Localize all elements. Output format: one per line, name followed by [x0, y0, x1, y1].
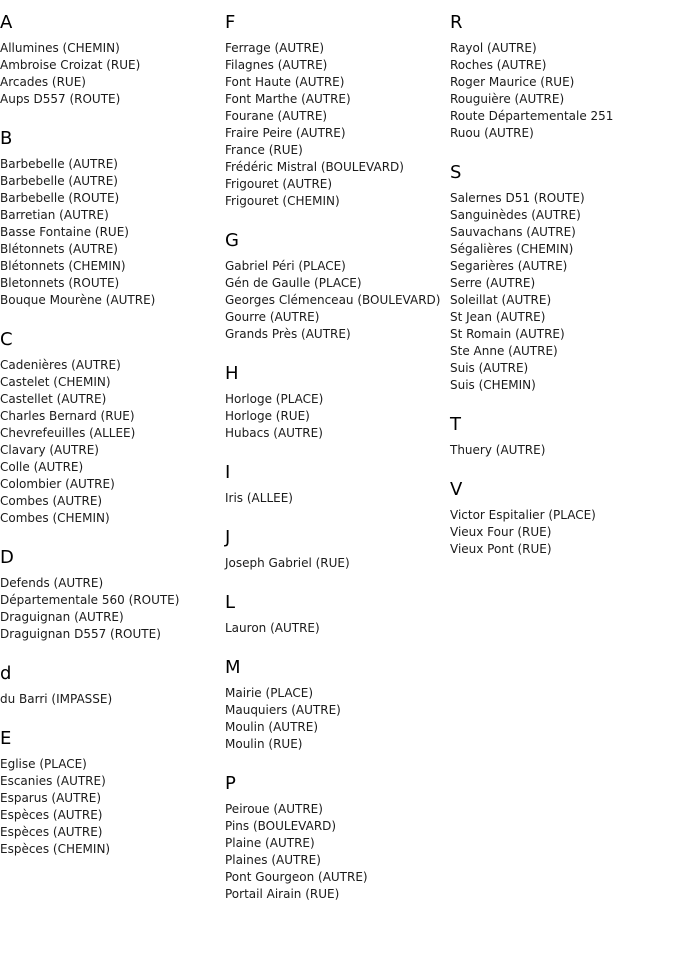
street-list	[225, 391, 450, 442]
street-link[interactable]: Arcades (RUE)	[0, 75, 86, 89]
street-link[interactable]: Frigouret (CHEMIN)	[225, 194, 340, 208]
street-link[interactable]: Pont Gourgeon (AUTRE)	[225, 870, 368, 884]
street-link[interactable]: Victor Espitalier (PLACE)	[450, 508, 596, 522]
street-link[interactable]: Lauron (AUTRE)	[225, 621, 320, 635]
street-link[interactable]: Blétonnets (CHEMIN)	[0, 259, 126, 273]
street-link[interactable]: Grands Près (AUTRE)	[225, 327, 351, 341]
street-link[interactable]: Cadenières (AUTRE)	[0, 358, 121, 372]
letter-heading: F	[225, 12, 236, 33]
street-list	[225, 685, 450, 753]
letter-heading: R	[450, 12, 463, 33]
street-link[interactable]: Soleillat (AUTRE)	[450, 293, 552, 307]
letter-group	[225, 12, 450, 210]
street-list	[0, 156, 225, 309]
street-link[interactable]: Gén de Gaulle (PLACE)	[225, 276, 362, 290]
street-link[interactable]: Fraire Peire (AUTRE)	[225, 126, 346, 140]
street-list	[450, 442, 675, 459]
letter-group	[0, 329, 225, 527]
street-link[interactable]: Plaine (AUTRE)	[225, 836, 315, 850]
letter-heading: C	[0, 329, 13, 350]
street-list	[0, 756, 225, 858]
street-link[interactable]: Chevrefeuilles (ALLEE)	[0, 426, 136, 440]
letter-heading: T	[450, 414, 461, 435]
street-link[interactable]: Allumines (CHEMIN)	[0, 41, 120, 55]
street-link[interactable]: Barretian (AUTRE)	[0, 208, 109, 222]
letter-group	[225, 230, 450, 343]
street-link[interactable]: Ruou (AUTRE)	[450, 126, 534, 140]
street-link[interactable]: Font Marthe (AUTRE)	[225, 92, 351, 106]
street-link[interactable]: Thuery (AUTRE)	[450, 443, 546, 457]
letter-group	[225, 773, 450, 903]
letter-heading: D	[0, 547, 14, 568]
street-link[interactable]: Sanguinèdes (AUTRE)	[450, 208, 581, 222]
letter-group	[225, 462, 450, 507]
street-link[interactable]: Draguignan D557 (ROUTE)	[0, 627, 161, 641]
street-link[interactable]: Escanies (AUTRE)	[0, 774, 106, 788]
street-link[interactable]: Départementale 560 (ROUTE)	[0, 593, 180, 607]
letter-heading: H	[225, 363, 239, 384]
street-link[interactable]: Barbebelle (ROUTE)	[0, 191, 120, 205]
street-link[interactable]: Georges Clémenceau (BOULEVARD)	[225, 293, 441, 307]
street-link[interactable]: Plaines (AUTRE)	[225, 853, 321, 867]
street-list	[225, 258, 450, 343]
street-link[interactable]: Suis (CHEMIN)	[450, 378, 536, 392]
street-link[interactable]: Espèces (CHEMIN)	[0, 842, 111, 856]
letter-heading: V	[450, 479, 463, 500]
street-link[interactable]: Blétonnets (AUTRE)	[0, 242, 118, 256]
street-link[interactable]: Castellet (AUTRE)	[0, 392, 107, 406]
street-link[interactable]: Frédéric Mistral (BOULEVARD)	[225, 160, 404, 174]
street-link[interactable]: Colombier (AUTRE)	[0, 477, 115, 491]
street-link[interactable]: Mairie (PLACE)	[225, 686, 314, 700]
letter-heading: G	[225, 230, 239, 251]
index-column	[450, 12, 675, 558]
letter-heading: B	[0, 128, 13, 149]
street-link[interactable]: Vieux Four (RUE)	[450, 525, 552, 539]
letter-heading: E	[0, 728, 12, 749]
letter-group	[225, 363, 450, 442]
street-list	[225, 40, 450, 210]
street-link[interactable]: Aups D557 (ROUTE)	[0, 92, 121, 106]
street-link[interactable]: Fourane (AUTRE)	[225, 109, 328, 123]
street-link[interactable]: Mauquiers (AUTRE)	[225, 703, 341, 717]
letter-group	[450, 162, 675, 394]
street-link[interactable]: Espèces (AUTRE)	[0, 825, 103, 839]
letter-group	[0, 728, 225, 858]
street-link[interactable]: Espèces (AUTRE)	[0, 808, 103, 822]
street-link[interactable]: Horloge (PLACE)	[225, 392, 324, 406]
street-list	[225, 801, 450, 903]
street-list	[0, 357, 225, 527]
street-link[interactable]: Route Départementale 251	[450, 109, 614, 123]
letter-heading: S	[450, 162, 462, 183]
street-list	[450, 40, 675, 142]
street-link[interactable]: St Jean (AUTRE)	[450, 310, 546, 324]
street-list	[0, 575, 225, 643]
street-list	[0, 40, 225, 108]
index-column	[225, 12, 450, 903]
street-link[interactable]: Sauvachans (AUTRE)	[450, 225, 576, 239]
street-list	[450, 507, 675, 558]
letter-group	[225, 657, 450, 753]
street-link[interactable]: Vieux Pont (RUE)	[450, 542, 552, 556]
street-link[interactable]: Peiroue (AUTRE)	[225, 802, 323, 816]
street-list	[450, 190, 675, 394]
street-link[interactable]: Moulin (AUTRE)	[225, 720, 318, 734]
street-link[interactable]: Joseph Gabriel (RUE)	[225, 556, 350, 570]
street-link[interactable]: Draguignan (AUTRE)	[0, 610, 124, 624]
street-link[interactable]: Bouque Mourène (AUTRE)	[0, 293, 156, 307]
street-link[interactable]: Iris (ALLEE)	[225, 491, 293, 505]
street-link[interactable]: Roger Maurice (RUE)	[450, 75, 575, 89]
street-link[interactable]: Horloge (RUE)	[225, 409, 310, 423]
letter-group	[0, 128, 225, 309]
letter-heading: A	[0, 12, 13, 33]
street-link[interactable]: Roches (AUTRE)	[450, 58, 547, 72]
street-link[interactable]: Barbebelle (AUTRE)	[0, 174, 118, 188]
letter-group	[0, 547, 225, 643]
street-link[interactable]: Ambroise Croizat (RUE)	[0, 58, 141, 72]
street-link[interactable]: Portail Airain (RUE)	[225, 887, 340, 901]
street-link[interactable]: Ste Anne (AUTRE)	[450, 344, 558, 358]
street-link[interactable]: France (RUE)	[225, 143, 303, 157]
street-link[interactable]: Defends (AUTRE)	[0, 576, 104, 590]
street-link[interactable]: Gourre (AUTRE)	[225, 310, 320, 324]
street-link[interactable]: Gabriel Péri (PLACE)	[225, 259, 346, 273]
street-link[interactable]: Barbebelle (AUTRE)	[0, 157, 118, 171]
letter-heading: I	[225, 462, 231, 483]
letter-group	[0, 663, 225, 708]
letter-group	[450, 12, 675, 142]
street-link[interactable]: Ferrage (AUTRE)	[225, 41, 325, 55]
street-link[interactable]: Hubacs (AUTRE)	[225, 426, 323, 440]
street-list	[225, 555, 450, 572]
letter-heading: P	[225, 773, 236, 794]
letter-heading: J	[225, 527, 231, 548]
letter-group	[225, 592, 450, 637]
street-link[interactable]: Castelet (CHEMIN)	[0, 375, 111, 389]
street-link[interactable]: Ségalières (CHEMIN)	[450, 242, 574, 256]
letter-heading: L	[225, 592, 236, 613]
street-link[interactable]: Frigouret (AUTRE)	[225, 177, 333, 191]
street-link[interactable]: Salernes D51 (ROUTE)	[450, 191, 585, 205]
letter-group	[0, 12, 225, 108]
street-link[interactable]: Combes (CHEMIN)	[0, 511, 110, 525]
letter-group	[450, 479, 675, 558]
street-link[interactable]: Eglise (PLACE)	[0, 757, 87, 771]
street-link[interactable]: Bletonnets (ROUTE)	[0, 276, 120, 290]
street-link[interactable]: Clavary (AUTRE)	[0, 443, 99, 457]
letter-group	[450, 414, 675, 459]
letter-group	[225, 527, 450, 572]
letter-heading: d	[0, 663, 12, 684]
street-link[interactable]: du Barri (IMPASSE)	[0, 692, 113, 706]
street-link[interactable]: Serre (AUTRE)	[450, 276, 536, 290]
street-link[interactable]: Rouguière (AUTRE)	[450, 92, 565, 106]
street-link[interactable]: Moulin (RUE)	[225, 737, 303, 751]
street-link[interactable]: Esparus (AUTRE)	[0, 791, 102, 805]
street-link[interactable]: Rayol (AUTRE)	[450, 41, 537, 55]
street-list	[225, 490, 450, 507]
street-list	[0, 691, 225, 708]
street-link[interactable]: Suis (AUTRE)	[450, 361, 529, 375]
index-column	[0, 12, 225, 858]
street-link[interactable]: Basse Fontaine (RUE)	[0, 225, 129, 239]
street-link[interactable]: Colle (AUTRE)	[0, 460, 84, 474]
street-link[interactable]: Font Haute (AUTRE)	[225, 75, 345, 89]
street-link[interactable]: Combes (AUTRE)	[0, 494, 103, 508]
street-link[interactable]: St Romain (AUTRE)	[450, 327, 565, 341]
street-link[interactable]: Filagnes (AUTRE)	[225, 58, 328, 72]
street-link[interactable]: Charles Bernard (RUE)	[0, 409, 135, 423]
letter-heading: M	[225, 657, 241, 678]
street-list	[225, 620, 450, 637]
street-link[interactable]: Segarières (AUTRE)	[450, 259, 568, 273]
street-link[interactable]: Pins (BOULEVARD)	[225, 819, 337, 833]
